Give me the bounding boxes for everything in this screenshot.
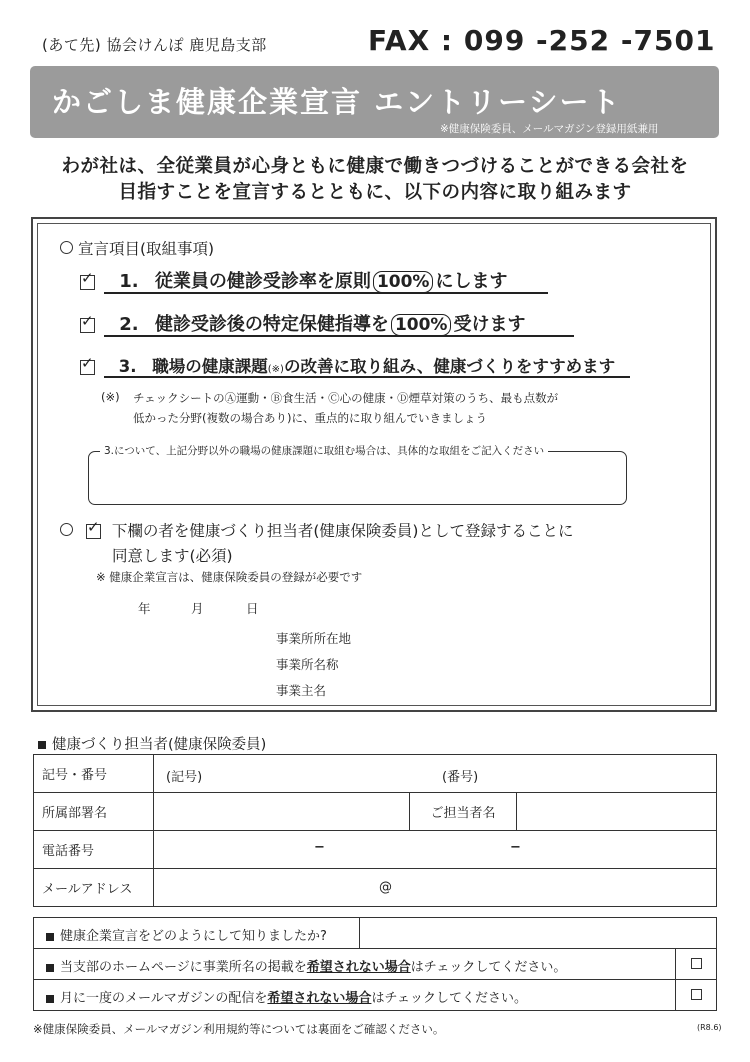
note-line-2: 低かった分野(複数の場合あり)に、重点的に取り組んでいきましょう (133, 411, 487, 425)
phone-separator-2: − (510, 840, 521, 855)
survey-q3 (46, 987, 527, 1006)
survey-q3-after: はチェックしてください。 (371, 991, 528, 1006)
item-2-text-after: 受けます (453, 314, 526, 335)
phone-separator-1: − (314, 840, 325, 855)
square-bullet-icon (46, 964, 54, 972)
item-1-underline (104, 292, 548, 294)
survey-q2-after: はチェックしてください。 (410, 960, 567, 975)
survey-q3-bold: 希望されない場合 (267, 991, 372, 1006)
item-3-text-before: 職場の健康課題 (152, 357, 268, 376)
check-icon: ✓ (81, 268, 94, 287)
item-2-number: 2. (119, 314, 139, 335)
symbol-hint: (記号) (166, 770, 203, 785)
square-bullet-icon (46, 933, 54, 941)
banner-note: ※健康保険委員、メールマガジン登録用紙兼用 (440, 123, 659, 135)
phone-field[interactable] (154, 831, 717, 869)
row-symbol-label: 記号・番号 (34, 755, 154, 793)
consent-note: ※ 健康企業宣言は、健康保険委員の登録が必要です (96, 570, 363, 584)
survey-q1-text: 健康企業宣言をどのようにして知りましたか? (60, 929, 327, 944)
item-1-text-after: にします (435, 271, 508, 292)
symbol-number-field[interactable] (154, 755, 717, 793)
survey-q2 (46, 956, 566, 975)
row-email-label: メールアドレス (34, 869, 154, 907)
date-month-label: 月 (191, 601, 204, 616)
contact-name-field[interactable] (517, 793, 717, 831)
date-year-label: 年 (138, 601, 151, 616)
item-3-underline (104, 376, 630, 378)
mission-line-2: 目指すことを宣言するとともに、以下の内容に取り組みます (118, 182, 632, 203)
declaration-item-2 (80, 310, 525, 336)
recipient-text: (あて先) 協会けんぽ 鹿児島支部 (42, 36, 267, 54)
square-bullet-icon (38, 741, 46, 749)
check-icon: ✓ (81, 354, 94, 372)
consent-line-1-row (60, 519, 573, 541)
item-3-number: 3. (118, 357, 137, 376)
survey-row-2 (34, 949, 716, 980)
note-line-1: チェックシートのⒶ運動・Ⓑ食生活・Ⓒ心の健康・Ⓓ煙草対策のうち、最も点数が (133, 391, 559, 405)
note-mark: (※) (101, 390, 120, 404)
page-title: かごしま健康企業宣言 エントリーシート (52, 85, 622, 119)
fax-number: FAX : 099 -252 -7501 (368, 24, 716, 57)
item-2-underline (104, 335, 574, 337)
survey-q1-answer-field[interactable] (360, 918, 716, 948)
row-dept-label: 所属部署名 (34, 793, 154, 831)
office-name-label: 事業所名称 (276, 657, 339, 672)
check-icon: ✓ (81, 311, 94, 330)
survey-q2-before: 当支部のホームページに事業所名の掲載を (60, 960, 307, 975)
survey-row-1 (34, 918, 716, 949)
mission-line-1: わが社は、全従業員が心身ともに健康で働きつづけることができる会社を (61, 156, 689, 177)
email-field[interactable] (154, 869, 717, 907)
form-code: (R8.6) (697, 1023, 722, 1032)
checkbox-item-1[interactable] (80, 268, 95, 290)
item-3-text-after: の改善に取り組み、健康づくりをすすめます (283, 357, 616, 376)
declaration-item-1 (80, 267, 507, 293)
item-3-mark: (※) (267, 364, 284, 375)
consent-line-2: 同意します(必須) (112, 547, 233, 565)
divider (675, 980, 676, 1010)
declaration-heading (60, 237, 214, 259)
dept-field[interactable] (154, 793, 410, 831)
checkbox-newsletter-optout[interactable] (691, 989, 702, 1000)
item-2-text-before: 健診受診後の特定保健指導を (154, 314, 389, 335)
contact-name-label: ご担当者名 (410, 793, 517, 831)
footer-note: ※健康保険委員、メールマガジン利用規約等については裏面をご確認ください。 (33, 1022, 445, 1036)
item-1-number: 1. (119, 271, 139, 292)
registration-table (33, 754, 717, 907)
owner-name-label: 事業主名 (276, 683, 327, 698)
registration-title (38, 733, 266, 754)
date-day-label: 日 (246, 601, 259, 616)
checkbox-consent[interactable] (86, 518, 101, 539)
declaration-item-3 (80, 353, 615, 377)
survey-q2-bold: 希望されない場合 (306, 960, 411, 975)
divider (675, 949, 676, 979)
free-entry-label: 3.について、上記分野以外の職場の健康課題に取組む場合は、具体的な取組をご記入ください (100, 443, 548, 458)
checkbox-item-2[interactable] (80, 311, 95, 333)
declaration-heading-text: 宣言項目(取組事項) (77, 240, 215, 258)
checkbox-homepage-optout[interactable] (691, 958, 702, 969)
number-hint: (番号) (442, 770, 479, 785)
registration-title-text: 健康づくり担当者(健康保険委員) (52, 737, 267, 753)
free-entry-field[interactable] (88, 451, 627, 505)
circle-bullet-icon (60, 523, 73, 536)
circle-bullet-icon (60, 241, 73, 254)
survey-row-3 (34, 980, 716, 1010)
survey-table (33, 917, 717, 1011)
item-2-percent: 100% (391, 314, 452, 336)
item-1-percent: 100% (373, 271, 434, 293)
survey-q3-before: 月に一度のメールマガジンの配信を (60, 991, 268, 1006)
row-phone-label: 電話番号 (34, 831, 154, 869)
checkbox-item-3[interactable] (80, 354, 95, 375)
survey-q1 (46, 925, 327, 944)
consent-line-1: 下欄の者を健康づくり担当者(健康保険委員)として登録することに (111, 522, 574, 540)
office-address-label: 事業所所在地 (276, 631, 352, 646)
at-mark: @ (379, 880, 392, 895)
item-1-text-before: 従業員の健診受診率を原則 (154, 271, 371, 292)
check-icon: ✓ (86, 518, 100, 536)
square-bullet-icon (46, 995, 54, 1003)
